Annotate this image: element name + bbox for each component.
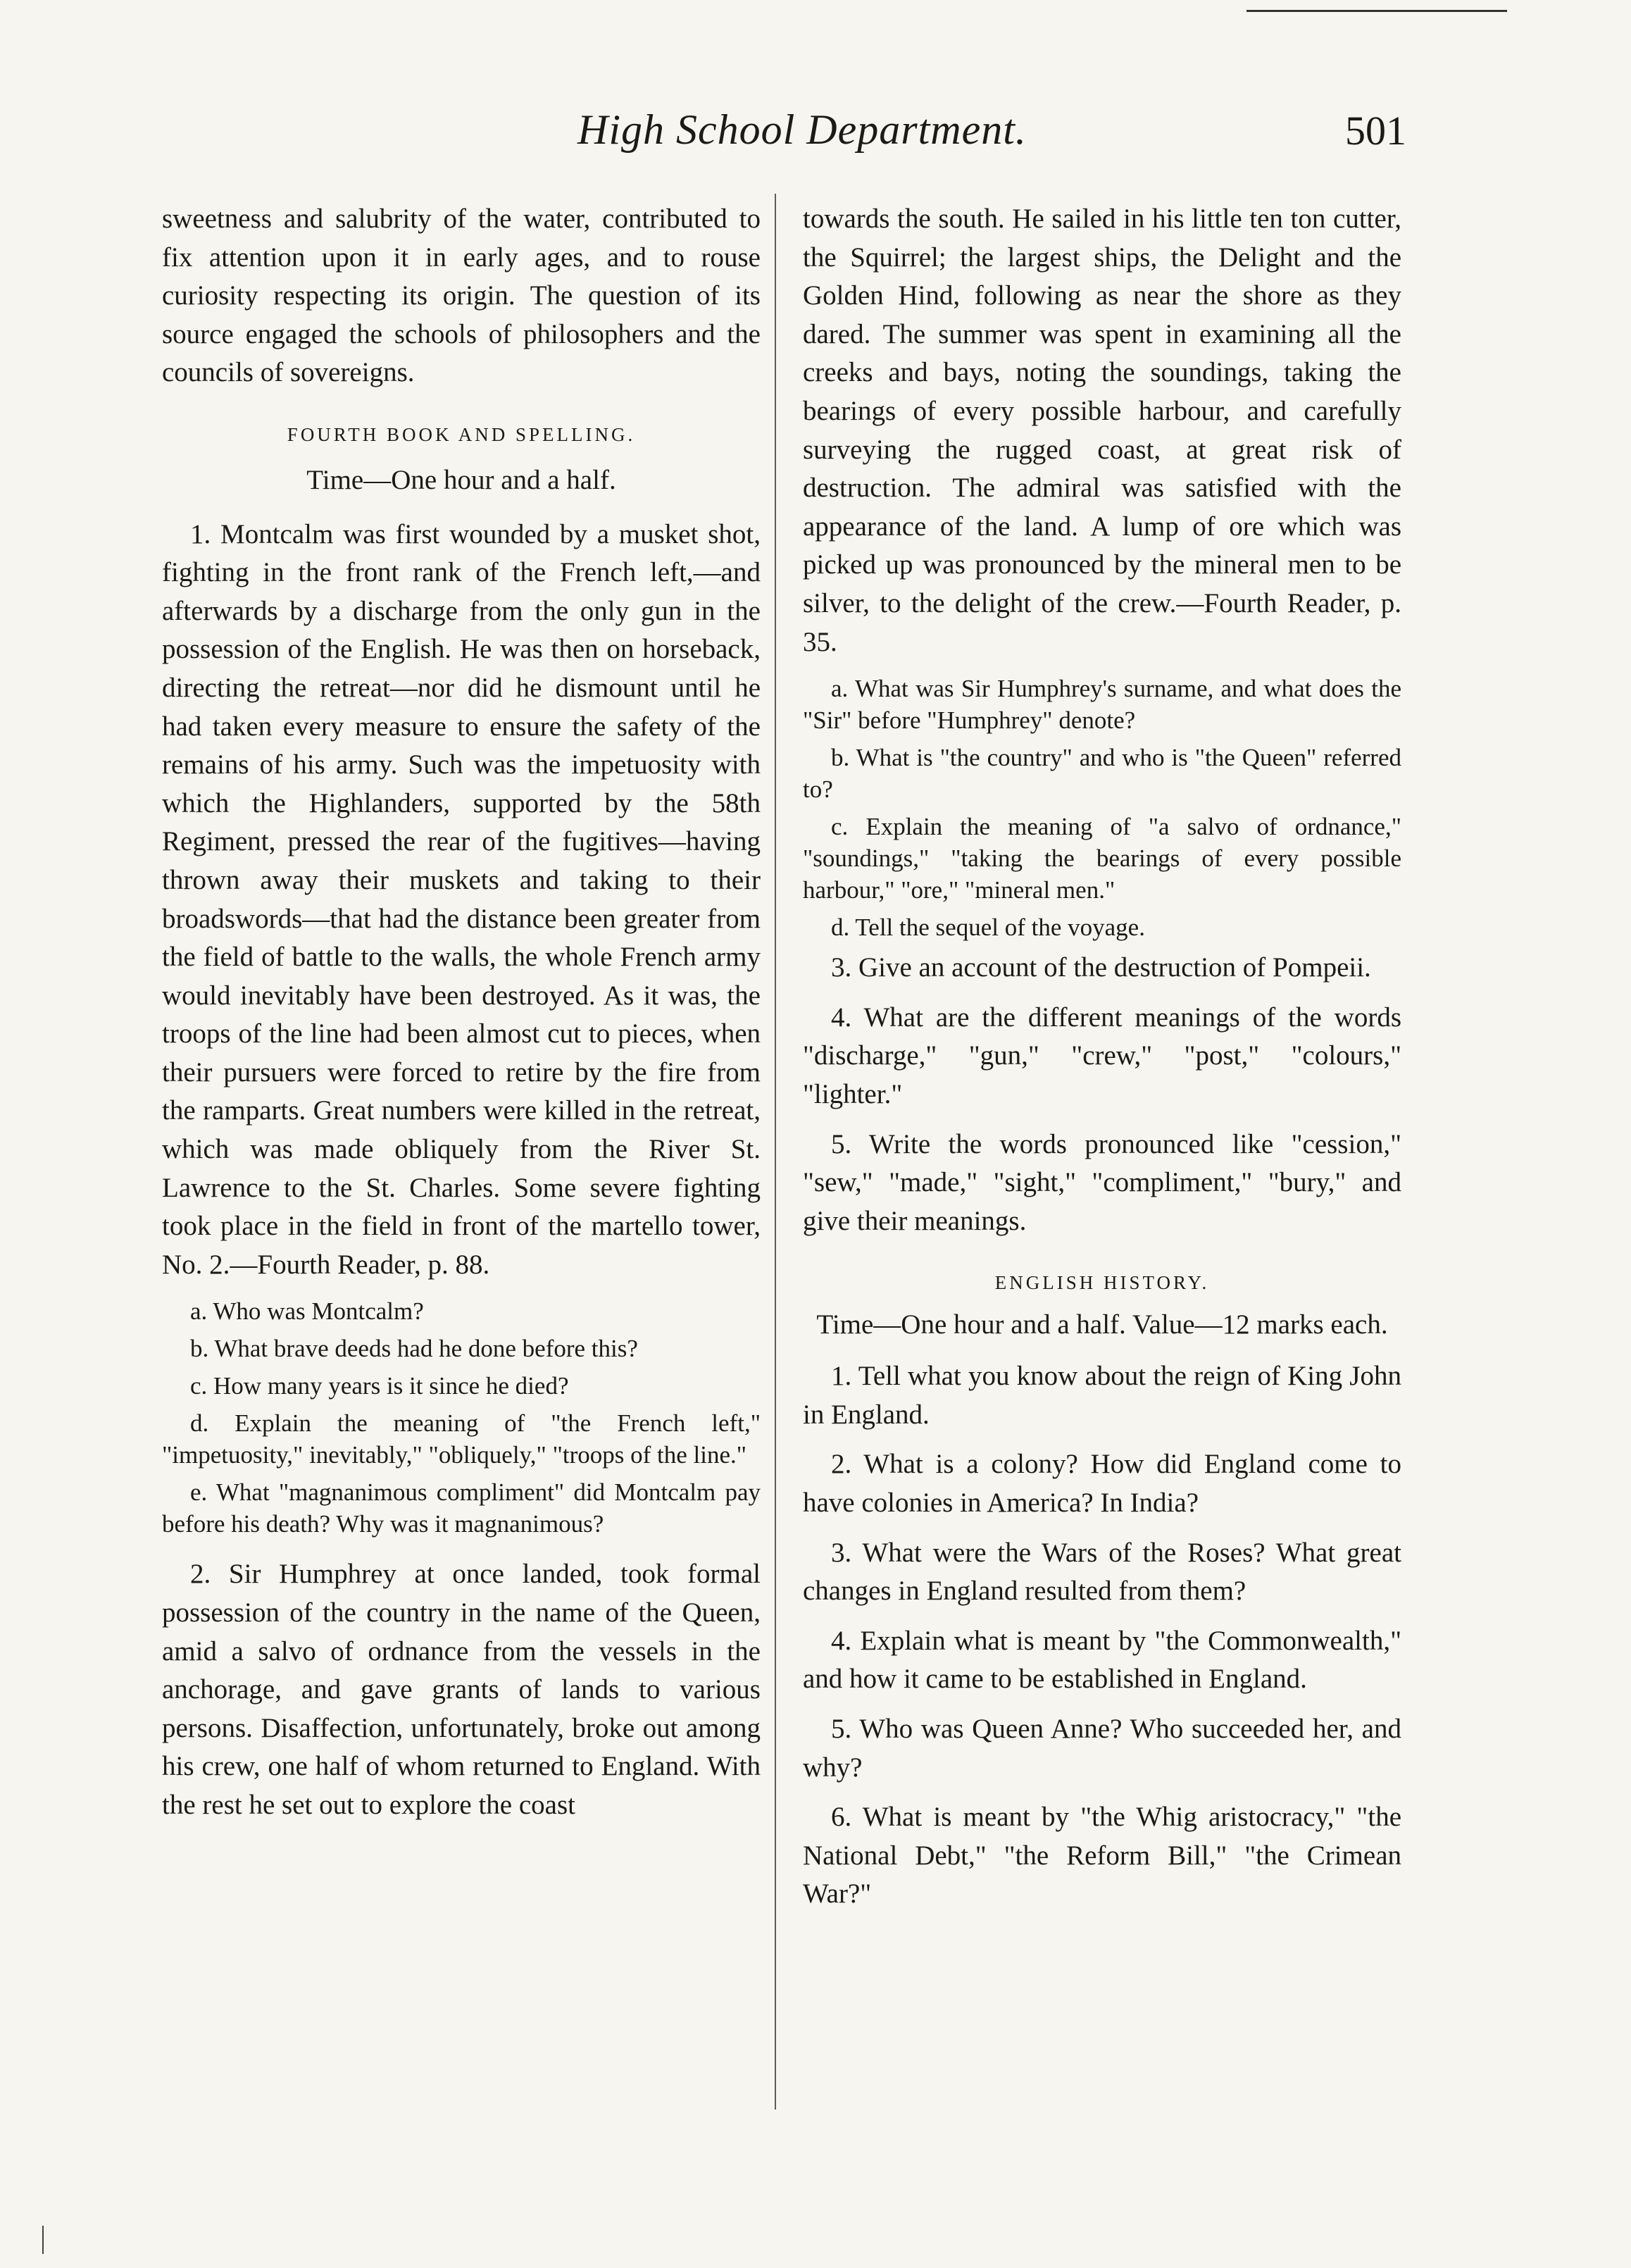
question-4: 4. What are the different meanings of the words "discharge," "gun," "crew," "post," "colours," "lighter." xyxy=(803,1002,1401,1109)
history-question-3: 3. What were the Wars of the Roses? What great changes in England resulted from them? xyxy=(803,1537,1401,1607)
history-question-6: 6. What is meant by "the Whig aristocracy," "the National Debt," "the Reform Bill," "the Crimean War?" xyxy=(803,1802,1401,1909)
passage-montcalm: 1. Montcalm was first wounded by a musket shot, fighting in the front rank of the French left,—and afterwards by a discharge from the only gun in the possession of the English. He was then on horseback, directing the retreat—nor did he dismount until he had taken every measure to ensure the safety of the remains of his army. Such was the impetuosity with which the Highlanders, supported by the 58th Regiment, pressed the rear of the fugitives—having thrown away their muskets and taking to their broadswords—that had the distance been greater from the field of battle to the walls, the whole French army would inevitably have been destroyed. As it was, the troops of the line had been almost cut to pieces, when their pursuers were forced to retire by the fire from the ramparts. Great numbers were killed in the retreat, which was made obliquely from the River St. Lawrence to the St. Charles. Some severe fighting took place in the field in front of the martello tower, No. 2.—Fourth Reader, p. 88. xyxy=(162,518,761,1280)
question-b: b. What is "the country" and who is "the Queen" referred to? xyxy=(803,744,1401,804)
question-d: d. Tell the sequel of the voyage. xyxy=(831,914,1145,942)
question-d: d. Explain the meaning of "the French left," "impetuosity," inevitably," "obliquely," "troops of the line." xyxy=(162,1409,761,1469)
passage-sir-humphrey: 2. Sir Humphrey at once landed, took formal possession of the country in the name of the Queen, amid a salvo of ordnance from the vessels in the anchorage, and gave grants of lands to various persons. Disaffection, unfortunately, broke out among his crew, one half of whom returned to England. With the rest he set out to explore the coast xyxy=(162,1559,761,1820)
question-b: b. What brave deeds had he done before this? xyxy=(190,1335,638,1363)
question-a: a. Who was Montcalm? xyxy=(190,1297,424,1326)
top-rule xyxy=(1246,10,1507,12)
question-c: c. How many years is it since he died? xyxy=(190,1372,569,1400)
section-heading-fourth-book: FOURTH BOOK AND SPELLING. xyxy=(287,423,636,445)
history-question-5: 5. Who was Queen Anne? Who succeeded her, and why? xyxy=(803,1714,1401,1783)
history-question-4: 4. Explain what is meant by "the Commonwealth," and how it came to be established in England. xyxy=(803,1625,1401,1695)
intro-paragraph: sweetness and salubrity of the water, contributed to fix attention upon it in early ages, and to rouse curiosity respecting its origin. The question of its source engaged the schools of philosophers and the councils of sovereigns. xyxy=(162,204,761,388)
history-question-2: 2. What is a colony? How did England come to have colonies in America? In India? xyxy=(803,1449,1401,1519)
question-3: 3. Give an account of the destruction of Pompeii. xyxy=(831,952,1371,983)
history-question-1: 1. Tell what you know about the reign of King John in England. xyxy=(803,1361,1401,1430)
left-column xyxy=(162,200,761,1836)
section-heading-english-history: ENGLISH HISTORY. xyxy=(994,1272,1210,1294)
question-c: c. Explain the meaning of "a salvo of ordnance," "soundings," "taking the bearings of every possible harbour," "ore," "mineral men." xyxy=(803,813,1401,904)
time-allowance: Time—One hour and a half. Value—12 marks each. xyxy=(816,1309,1388,1340)
passage-sir-humphrey-continued: towards the south. He sailed in his little ten ton cutter, the Squirrel; the largest ships, the Delight and the Golden Hind, following as near the shore as they dared. The summer was spent in examining all the creeks and bays, noting the soundings, taking the bearings of every possible harbour, and carefully surveying the rugged coast, at great risk of destruction. The admiral was satisfied with the appearance of the land. A lump of ore which was picked up was pronounced by the mineral men to be silver, to the delight of the crew.—Fourth Reader, p. 35. xyxy=(803,204,1401,657)
time-allowance: Time—One hour and a half. xyxy=(306,464,616,495)
question-5: 5. Write the words pronounced like "cession," "sew," "made," "sight," "compliment," "bury," and give their meanings. xyxy=(803,1128,1401,1236)
column-divider xyxy=(775,194,776,2110)
binding-mark xyxy=(42,2226,44,2254)
page-number: 501 xyxy=(1345,108,1406,154)
question-a: a. What was Sir Humphrey's surname, and what does the "Sir" before "Humphrey" denote? xyxy=(803,675,1401,735)
question-e: e. What "magnanimous compliment" did Montcalm pay before his death? Why was it magnanimous? xyxy=(162,1478,761,1538)
right-column xyxy=(803,200,1401,1925)
running-head: High School Department. xyxy=(577,106,1027,153)
